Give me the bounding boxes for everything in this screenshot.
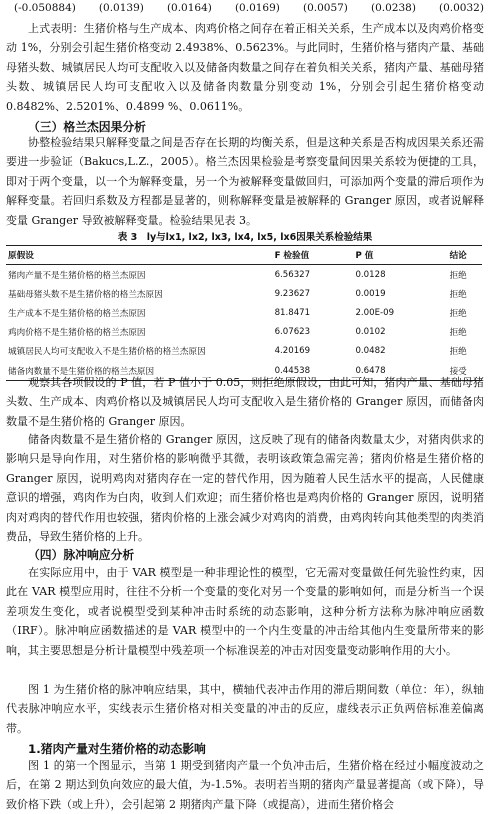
cell-f-value: 81.8471 — [274, 307, 311, 318]
paragraph-reserve-meat-discussion: 储备肉数量不是生猪价格的 Granger 原因，这反映了现有的储备肉数量太少，对猪肉供求的影响只是导向作用，对生猪价格的影响微乎其微，表明该政策急需完善；猪肉价格是生猪价格的 Granger 原因，说明鸡肉对猪肉存在一定的替代作用，因为随着人民生活水平的提高，人民健康意识的增强，鸡肉作为白肉，收到人们欢迎；而生猪价格也是鸡肉价格的 Granger 原因，说明猪肉对鸡肉的替代作用也较强，猪肉价格的上涨会减少对鸡肉的消费，由鸡肉转向其他类型的肉类消费品，导致生猪价格的上升。 — [6, 433, 484, 544]
coef-se-1: (-0.050884) — [14, 2, 76, 14]
cell-p-value: 0.0128 — [355, 269, 386, 280]
header-null-hypothesis: 原假设 — [6, 246, 273, 265]
cell-conclusion: 接受 — [434, 361, 482, 381]
header-p-value: P 值 — [353, 246, 434, 265]
coef-se-5: (0.0057) — [302, 2, 348, 14]
cell-p-value: 0.0482 — [355, 346, 386, 357]
table-row — [6, 342, 482, 361]
cell-p-value: 0.6478 — [353, 361, 434, 381]
cell-hypothesis: 猪肉产量不是生猪价格的格兰杰原因 — [8, 270, 146, 281]
table-row — [6, 303, 482, 322]
cell-hypothesis: 鸡肉价格不是生猪价格的格兰杰原因 — [8, 328, 146, 339]
section-heading-impulse-response: （四）脉冲响应分析 — [28, 548, 135, 562]
section-heading-granger: （三）格兰杰因果分析 — [28, 120, 146, 134]
table-row — [6, 284, 482, 303]
cell-hypothesis: 生产成本不是生猪价格的格兰杰原因 — [8, 308, 146, 319]
cell-conclusion: 拒绝 — [449, 347, 467, 358]
cell-f-value: 6.56327 — [274, 269, 311, 280]
cell-conclusion: 拒绝 — [449, 270, 467, 281]
cell-conclusion: 拒绝 — [449, 308, 467, 319]
table-row — [6, 323, 482, 342]
header-conclusion: 结论 — [434, 246, 482, 265]
cell-f-value: 4.20169 — [274, 346, 311, 357]
paragraph-figure-1-description: 图 1 为生猪价格的脉冲响应结果，其中，横轴代表冲击作用的滞后期间数（单位：年），纵轴代表脉冲响应水平，实线表示生猪价格对相关变量的冲击的反应，虚线表示正负两倍标准差偏离带。 — [6, 683, 484, 735]
cell-hypothesis: 城镇居民人均可支配收入不是生猪价格的格兰杰原因 — [8, 347, 206, 358]
cell-conclusion: 拒绝 — [449, 328, 467, 339]
cell-f-value: 9.23627 — [274, 288, 311, 299]
subheading-pork-output-effect: 1.猪肉产量对生猪价格的动态影响 — [28, 742, 206, 756]
paragraph-granger-method: 协整检验结果只解释变量之间是否存在长期的均衡关系，但是这种关系是否构成因果关系还需要进一步验证（Bakucs,L.Z.，2005）。格兰杰因果检验是考察变量间因果关系较为便捷的工具，即对于两个变量，以一个为解释变量，另一个为被解释变量做回归，可添加两个变量的滞后项作为解释变量。若回归系数及方程都是显著的，则称解释变量是被解释的 Granger 原因，或者说解释变量 Granger 导致被解释变量。检验结果见表 3。 — [6, 136, 484, 227]
cell-conclusion: 拒绝 — [449, 289, 467, 300]
coef-se-3: (0.0164) — [166, 2, 212, 14]
cell-f-value: 6.07623 — [274, 327, 311, 338]
table-row — [6, 265, 482, 285]
coef-se-2: (0.0139) — [98, 2, 144, 14]
paragraph-p-value-observation: 观察其各项假设的 P 值，若 P 值小于 0.05，则拒绝原假设，由此可知，猪肉产量、基础母猪头数、生产成本、肉鸡价格以及城镇居民人均可支配收入是生猪价格的 Granger 原因，而储备肉数量不是生猪价格的 Granger 原因。 — [6, 376, 484, 428]
coefficient-standard-errors-row — [14, 2, 484, 14]
cell-p-value: 2.00E-09 — [355, 307, 395, 318]
cell-hypothesis: 储备肉数量不是生猪价格的格兰杰原因 — [6, 361, 273, 381]
cell-f-value: 0.44538 — [273, 361, 354, 381]
paragraph-var-irf-method: 在实际应用中，由于 VAR 模型是一种非理论性的模型，它无需对变量做任何先验性约束，因此在 VAR 模型应用时，往往不分析一个变量的变化对另一个变量的影响如何，而是分析当一个误差项发生变化，或者说模型受到某种冲击时系统的动态影响，这种分析方法称为脉冲响应函数（IRF）。脉冲响应函数描述的是 VAR 模型中的一个内生变量的冲击给其他内生变量所带来的影响，其主要思想是分析计量模型中残差项一个标准误差的冲击对因变量变动影响作用的大小。 — [6, 566, 484, 657]
table-3-title: 表 3 ly与lx1, lx2, lx3, lx4, lx5, lx6因果关系检验结果 — [117, 232, 373, 243]
paragraph-regression-interpretation: 上式表明：生猪价格与生产成本、肉鸡价格之间存在着正相关关系，生产成本以及肉鸡价格变动 1%，分别会引起生猪价格变动 2.4938%、0.5623%。与此同时，生猪价格与猪肉产量、基础母猪头数、城镇居民人均可支配收入以及储备肉数量之间存在着负相关关系，猪肉产量、基础母猪头数、城镇居民人均可支配收入以及储备肉数量分别变动 1%，分别会引起生猪价格变动 0.8482%、2.5201%、0.4899 %、0.0611%。 — [6, 22, 484, 113]
paragraph-pork-output-impulse: 图 1 的第一个图显示，当第 1 期受到猪肉产量一个负冲击后，生猪价格在经过小幅度波动之后，在第 2 期达到负向效应的最大值，为-1.5%。表明若当期的猪肉产量显著提高（或下降），导致价格下跌（或上升），会引起第 2 期猪肉产量下降（或提高），进而生猪价格会 — [6, 759, 484, 811]
coef-se-4: (0.0169) — [234, 2, 280, 14]
coef-se-7: (0.0032) — [439, 2, 484, 14]
cell-p-value: 0.0019 — [355, 288, 386, 299]
cell-p-value: 0.0102 — [355, 327, 386, 338]
header-f-statistic: F 检验值 — [273, 246, 354, 265]
coef-se-6: (0.0238) — [370, 2, 416, 14]
cell-hypothesis: 基础母猪头数不是生猪价格的格兰杰原因 — [8, 289, 163, 300]
table-header-row — [6, 246, 482, 265]
granger-causality-table — [6, 245, 482, 381]
